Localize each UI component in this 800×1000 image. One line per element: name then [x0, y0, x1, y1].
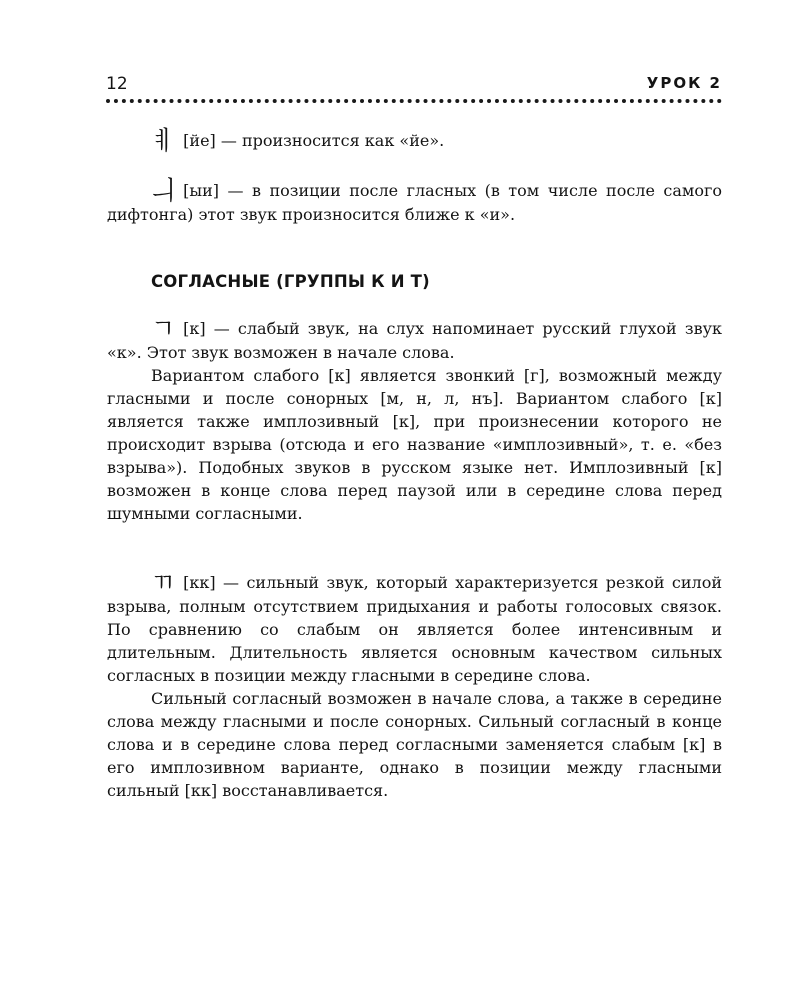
- consonant-kk-paragraph-2: Сильный согласный возможен в начале слова, а также в середине слова между гласными и после сонорных. Сильный согласный в конце слова и в середине слова перед согласными заменяется слабым [к] в его имплозивном варианте, однако в позиции между гласными сильный [кк] восстанавливается.: [107, 689, 722, 800]
- consonant-k-text: [к] — слабый звук, на слух напоминает русский глухой звук «к». Этот звук возможен в начале слова.: [107, 319, 722, 362]
- hangul-ye-glyph: ㅖ: [151, 125, 176, 156]
- consonant-k-paragraph-2: Вариантом слабого [к] является звонкий [г], возможный между гласными и после сонорных [м, н, л, нъ]. Вариантом слабого [к] является также имплозивный [к], при произнесении которого не происходит взрыва (отсюда и его название «имплозивный», т. е. «без взрыва»). Подобных звуков в русском языке нет. Имплозивный [к] возможен в конце слова перед паузой или в середине слова перед шумными согласными.: [107, 366, 722, 523]
- hangul-yi-glyph: ㅢ: [151, 175, 176, 206]
- section-heading-block: [151, 270, 722, 293]
- vowel-yi-paragraph: [107, 175, 722, 226]
- header-dotted-rule: [106, 99, 722, 103]
- section-title: СОГЛАСНЫЕ (ГРУППЫ К И Т): [151, 272, 430, 291]
- hangul-kk-glyph: ㄲ: [151, 567, 176, 598]
- lesson-label: УРОК 2: [646, 74, 722, 92]
- consonant-k-entry: [107, 313, 722, 525]
- vowel-entry-yi: [107, 175, 722, 226]
- vowel-entry-ye: [107, 125, 722, 156]
- vowel-ye-paragraph: [107, 125, 722, 156]
- hangul-k-glyph: ㄱ: [151, 313, 176, 344]
- consonant-kk-entry: [107, 567, 722, 802]
- running-header: [106, 74, 722, 96]
- consonant-kk-text: [кк] — сильный звук, который характеризуется резкой силой взрыва, полным отсутствием придыхания и работы голосовых связок. По сравнению со слабым он является более интенсивным и длительным. Длительность является основным качеством сильных согласных в позиции между гласными в середине слова.: [107, 573, 722, 685]
- consonant-k-paragraph: [107, 313, 722, 364]
- page-number: 12: [106, 74, 128, 94]
- vowel-ye-text: [йе] — произносится как «йе».: [183, 131, 445, 150]
- consonant-kk-paragraph: [107, 567, 722, 687]
- vowel-yi-text: [ыи] — в позиции после гласных (в том числе после самого дифтонга) этот звук произносится ближе к «и».: [107, 181, 722, 224]
